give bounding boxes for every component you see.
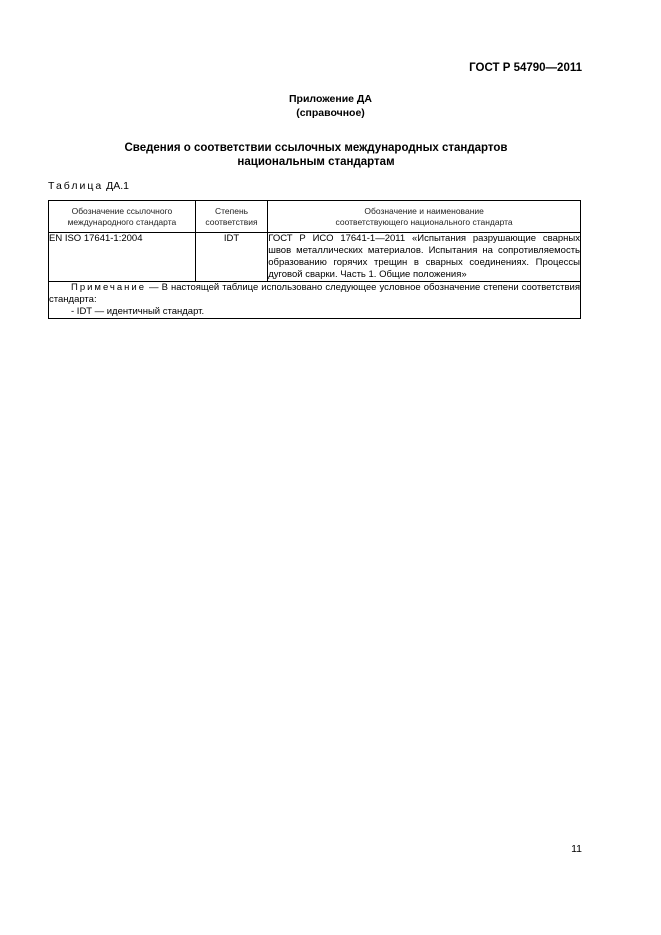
header-degree [195, 201, 267, 233]
cell-national-standard: ГОСТ Р ИСО 17641-1—2011 «Испытания разрушающие сварных швов металлических материалов. Испытания на сопротивляемость образованию горячих трещин в сварных соединениях. Процессы дуговой сварки. Часть 1. Общие положения» [268, 233, 580, 280]
appendix-subtitle: (справочное) [296, 107, 365, 119]
table-note [49, 282, 581, 319]
appendix-block [0, 92, 661, 120]
note-label: Примечание [71, 282, 146, 293]
note-text [49, 282, 580, 306]
cell-intl-standard: EN ISO 17641-1:2004 [49, 233, 196, 282]
heading-line-1: Сведения о соответствии ссылочных международных стандартов [124, 142, 508, 154]
table-header-row [49, 201, 581, 233]
header-intl-standard [49, 201, 196, 233]
table-row [49, 233, 581, 282]
header-national-line-1: Обозначение и наименование [364, 206, 484, 216]
table-caption-number: ДА.1 [106, 180, 129, 192]
note-item: - IDT — идентичный стандарт. [71, 306, 205, 317]
heading-line-2: национальным стандартам [237, 156, 395, 168]
appendix-title: Приложение ДА [289, 93, 372, 105]
header-national-line-2: соответствующего национального стандарта [335, 217, 513, 227]
cell-degree: IDT [195, 233, 267, 282]
header-intl-line-2: международного стандарта [67, 217, 177, 227]
table-caption-label: Таблица [48, 180, 104, 192]
correspondence-table [48, 200, 581, 319]
table-note-row [49, 282, 581, 319]
header-intl-line-1: Обозначение ссылочного [71, 206, 173, 216]
note-body: — В настоящей таблице использовано следующее условное обозначение степени соответствия стандарта: [49, 282, 580, 305]
document-code: ГОСТ Р 54790—2011 [469, 62, 582, 74]
header-degree-line-2: соответствия [205, 217, 258, 227]
header-degree-line-1: Степень [214, 206, 249, 216]
page-number: 11 [571, 843, 582, 855]
table-caption [48, 180, 129, 192]
header-national-standard [268, 201, 581, 233]
section-heading [0, 141, 632, 169]
